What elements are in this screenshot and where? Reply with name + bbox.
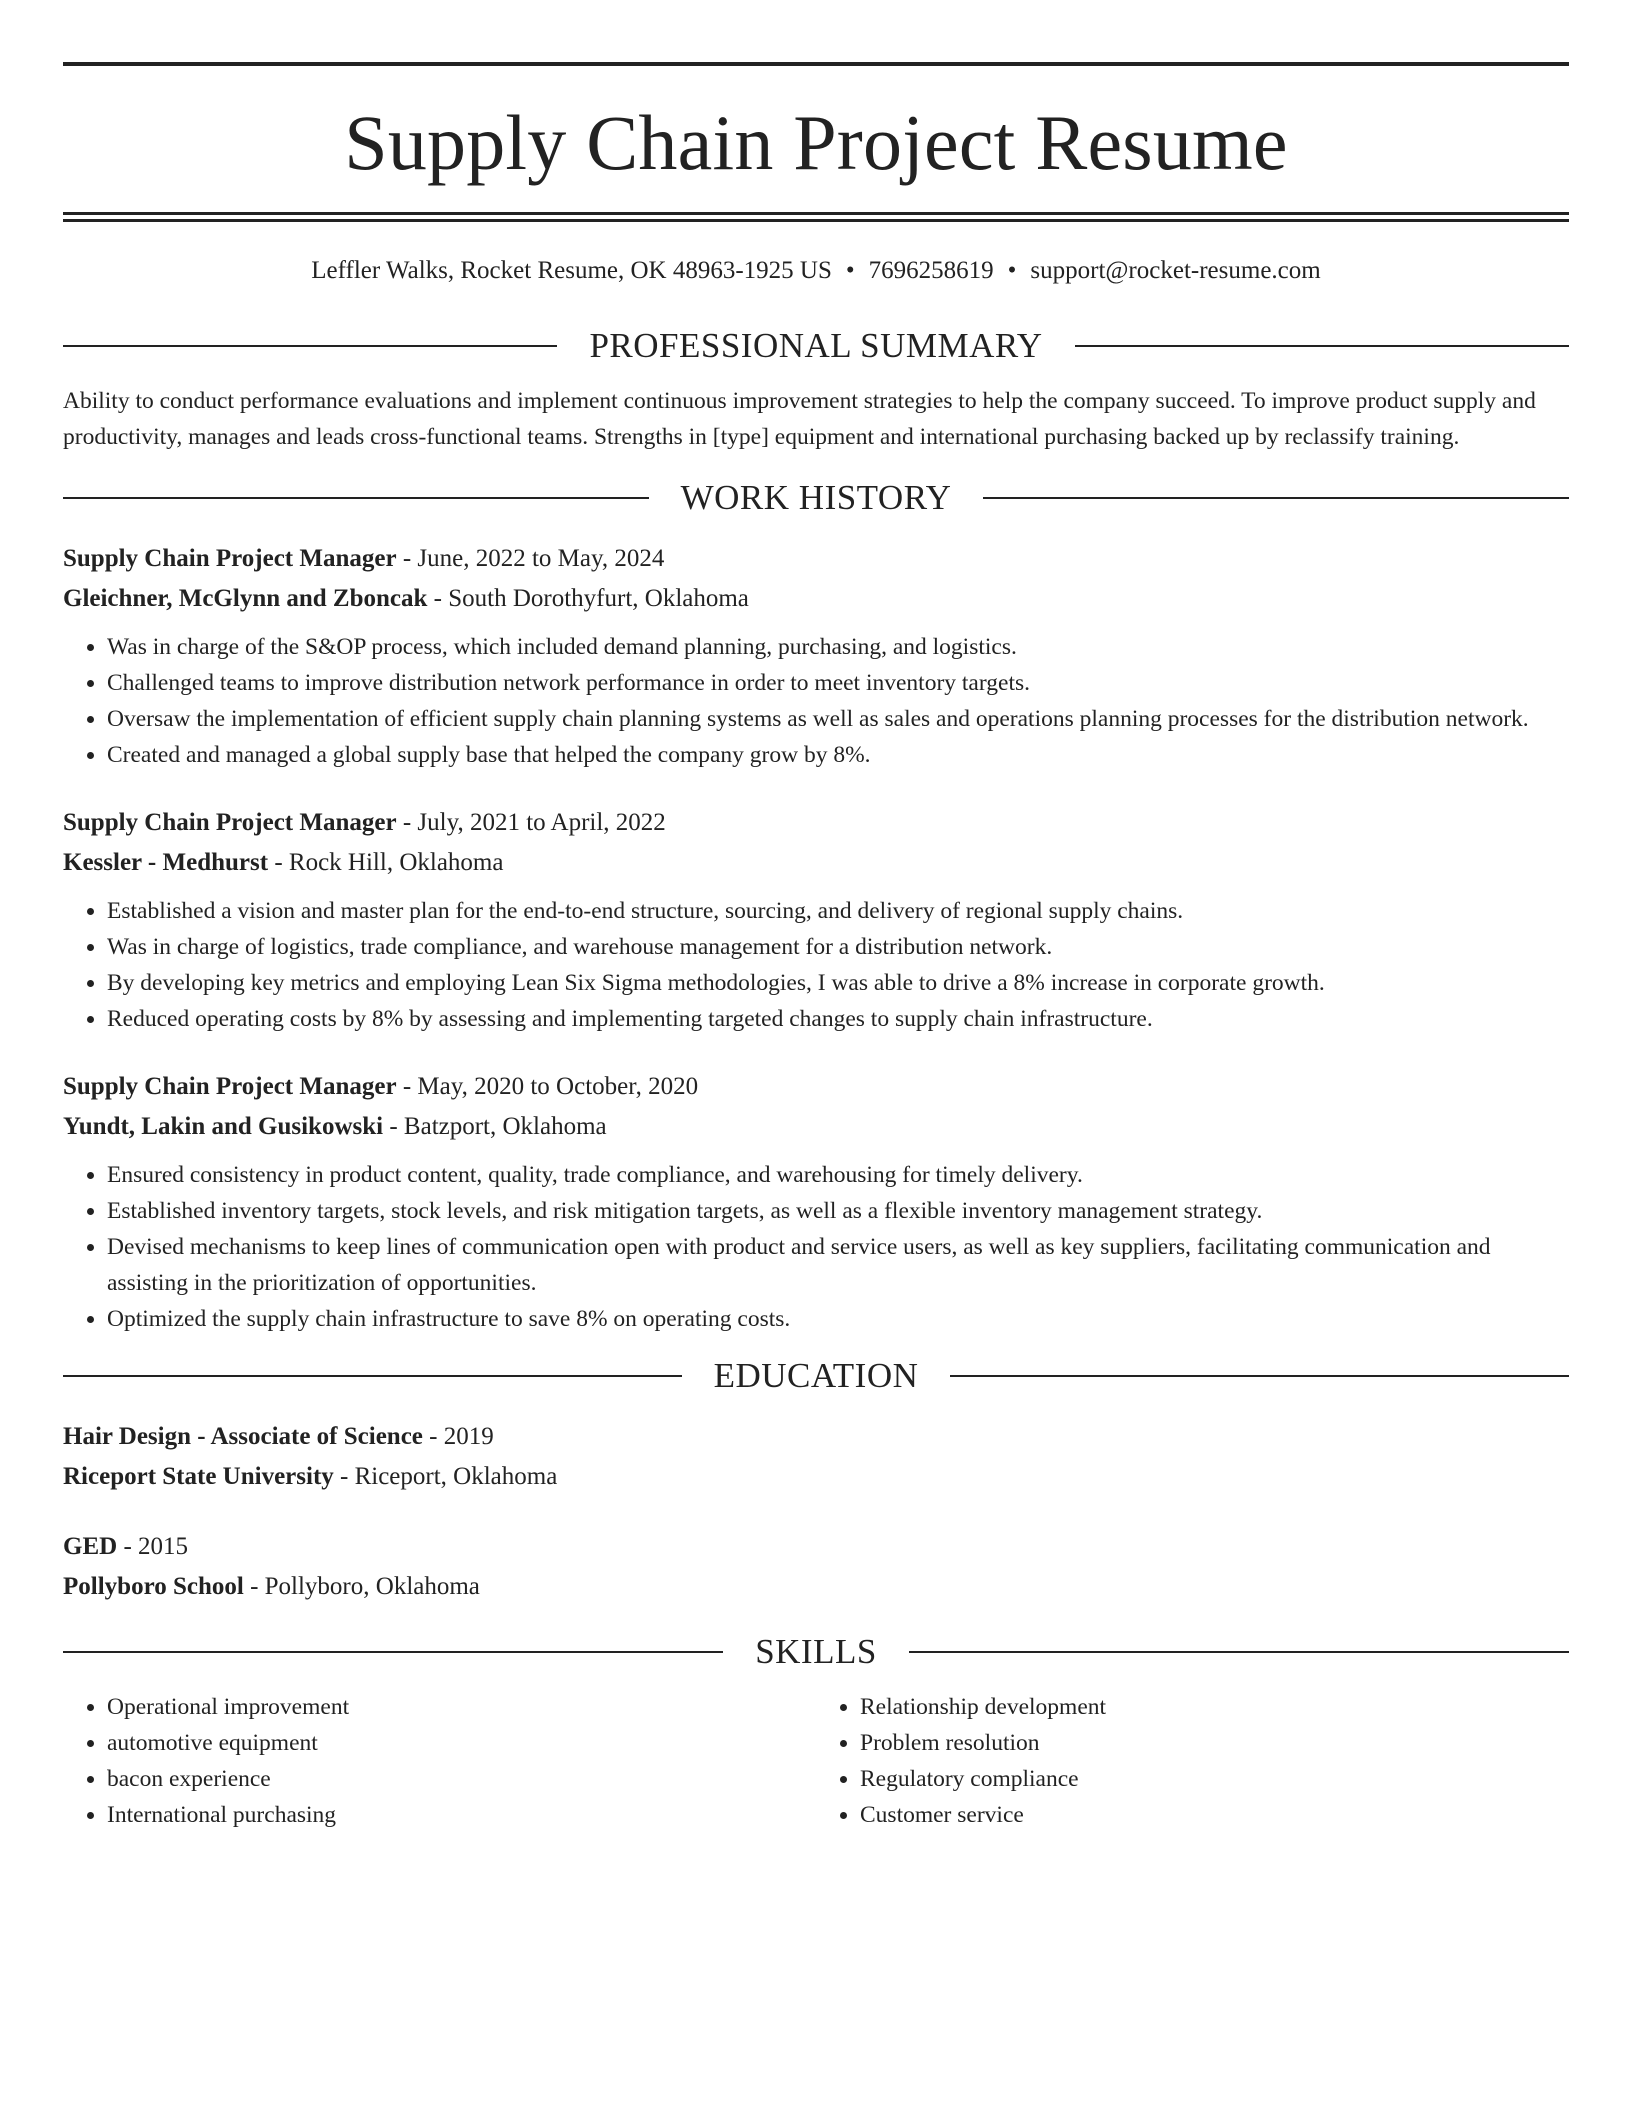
education-degree: GED: [63, 1533, 118, 1560]
job-bullet: • Oversaw the implementation of efficient supply chain planning systems as well as sales and operations planning processes for the distribution network.: [107, 701, 1569, 737]
job-company: Yundt, Lakin and Gusikowski: [63, 1113, 384, 1140]
education-year: - 2015: [117, 1533, 189, 1560]
education-entry: [63, 1417, 1569, 1497]
skills-column-right: [816, 1689, 1569, 1833]
job-title-line: [63, 1067, 1569, 1107]
job-location: - Batzport, Oklahoma: [383, 1113, 607, 1140]
skill-item: • Operational improvement: [107, 1689, 816, 1725]
contact-phone: 7696258619: [868, 257, 994, 284]
section-title: EDUCATION: [713, 1356, 919, 1395]
education-year: - 2019: [422, 1423, 494, 1450]
education-school: Riceport State University: [63, 1463, 334, 1490]
job-location: - Rock Hill, Oklahoma: [268, 849, 504, 876]
job-bullet: • Created and managed a global supply base that helped the company grow by 8%.: [107, 737, 1569, 773]
job-title-line: [63, 539, 1569, 579]
section-heading-summary: [63, 323, 1569, 369]
job-dates: - June, 2022 to May, 2024: [396, 545, 665, 572]
contact-separator: •: [1007, 257, 1017, 284]
skills-column-left: [63, 1689, 816, 1833]
job-bullet: • Optimized the supply chain infrastructure to save 8% on operating costs.: [107, 1301, 1569, 1337]
section-title: WORK HISTORY: [680, 478, 952, 517]
job-company: Kessler - Medhurst: [63, 849, 269, 876]
education-location: - Riceport, Oklahoma: [333, 1463, 558, 1490]
heading-rule: [63, 1651, 723, 1653]
heading-rule: [1075, 345, 1569, 347]
education-entry: [63, 1527, 1569, 1607]
job-title-line: [63, 803, 1569, 843]
job-entry: [63, 539, 1569, 773]
section-heading-skills: [63, 1629, 1569, 1675]
job-title: Supply Chain Project Manager: [63, 809, 397, 836]
top-rule: [63, 62, 1569, 66]
contact-email: support@rocket-resume.com: [1030, 257, 1321, 284]
skill-item: • bacon experience: [107, 1761, 816, 1797]
education-location: - Pollyboro, Oklahoma: [243, 1573, 480, 1600]
job-company-line: [63, 579, 1569, 619]
job-dates: - July, 2021 to April, 2022: [396, 809, 666, 836]
education-school-line: [63, 1457, 1569, 1497]
job-location: - South Dorothyfurt, Oklahoma: [427, 585, 749, 612]
job-bullets: [63, 893, 1569, 1037]
job-bullets: [63, 629, 1569, 773]
heading-rule: [63, 345, 557, 347]
job-company-line: [63, 1107, 1569, 1147]
title-double-rule: [63, 212, 1569, 222]
skills-list: [63, 1689, 1569, 1833]
job-title: Supply Chain Project Manager: [63, 545, 397, 572]
education-school: Pollyboro School: [63, 1573, 244, 1600]
job-title: Supply Chain Project Manager: [63, 1073, 397, 1100]
job-company: Gleichner, McGlynn and Zboncak: [63, 585, 428, 612]
education-degree-line: [63, 1527, 1569, 1567]
job-entry: [63, 1067, 1569, 1337]
heading-rule: [63, 497, 649, 499]
skill-item: • Customer service: [860, 1797, 1569, 1833]
job-bullet: • Challenged teams to improve distribution network performance in order to meet inventory targets.: [107, 665, 1569, 701]
job-bullet: • Was in charge of logistics, trade compliance, and warehouse management for a distribution network.: [107, 929, 1569, 965]
resume-title: Supply Chain Project Resume: [344, 99, 1288, 186]
section-heading-education: [63, 1353, 1569, 1399]
heading-rule: [909, 1651, 1569, 1653]
contact-separator: •: [845, 257, 855, 284]
education-degree: Hair Design - Associate of Science: [63, 1423, 423, 1450]
job-bullets: [63, 1157, 1569, 1337]
job-bullet: • Ensured consistency in product content, quality, trade compliance, and warehousing for timely delivery.: [107, 1157, 1569, 1193]
skill-item: • Relationship development: [860, 1689, 1569, 1725]
job-bullet: • Was in charge of the S&OP process, which included demand planning, purchasing, and logistics.: [107, 629, 1569, 665]
skill-item: • Problem resolution: [860, 1725, 1569, 1761]
heading-rule: [983, 497, 1569, 499]
job-dates: - May, 2020 to October, 2020: [396, 1073, 699, 1100]
contact-address: Leffler Walks, Rocket Resume, OK 48963-1925 US: [311, 257, 832, 284]
job-bullet: • Reduced operating costs by 8% by assessing and implementing targeted changes to supply chain infrastructure.: [107, 1001, 1569, 1037]
job-entry: [63, 803, 1569, 1037]
skill-item: • automotive equipment: [107, 1725, 816, 1761]
heading-rule: [950, 1375, 1569, 1377]
skill-item: • Regulatory compliance: [860, 1761, 1569, 1797]
job-bullet: • Devised mechanisms to keep lines of communication open with product and service users, as well as key suppliers, facilitating communication and assisting in the prioritization of opportunities.: [107, 1229, 1569, 1301]
summary-text: Ability to conduct performance evaluations and implement continuous improvement strategies to help the company succeed. To improve product supply and productivity, manages and leads cross-functional teams. Strengths in [type] equipment and international purchasing backed up by reclassify training.: [63, 388, 1536, 450]
contact-line: [63, 255, 1569, 287]
skill-item: • International purchasing: [107, 1797, 816, 1833]
job-company-line: [63, 843, 1569, 883]
job-bullet: • Established a vision and master plan for the end-to-end structure, sourcing, and delivery of regional supply chains.: [107, 893, 1569, 929]
job-bullet: • Established inventory targets, stock levels, and risk mitigation targets, as well as a flexible inventory management strategy.: [107, 1193, 1569, 1229]
job-bullet: • By developing key metrics and employing Lean Six Sigma methodologies, I was able to drive a 8% increase in corporate growth.: [107, 965, 1569, 1001]
education-degree-line: [63, 1417, 1569, 1457]
section-title: SKILLS: [755, 1632, 877, 1671]
education-school-line: [63, 1567, 1569, 1607]
section-heading-work: [63, 475, 1569, 521]
heading-rule: [63, 1375, 682, 1377]
section-title: PROFESSIONAL SUMMARY: [589, 326, 1043, 365]
